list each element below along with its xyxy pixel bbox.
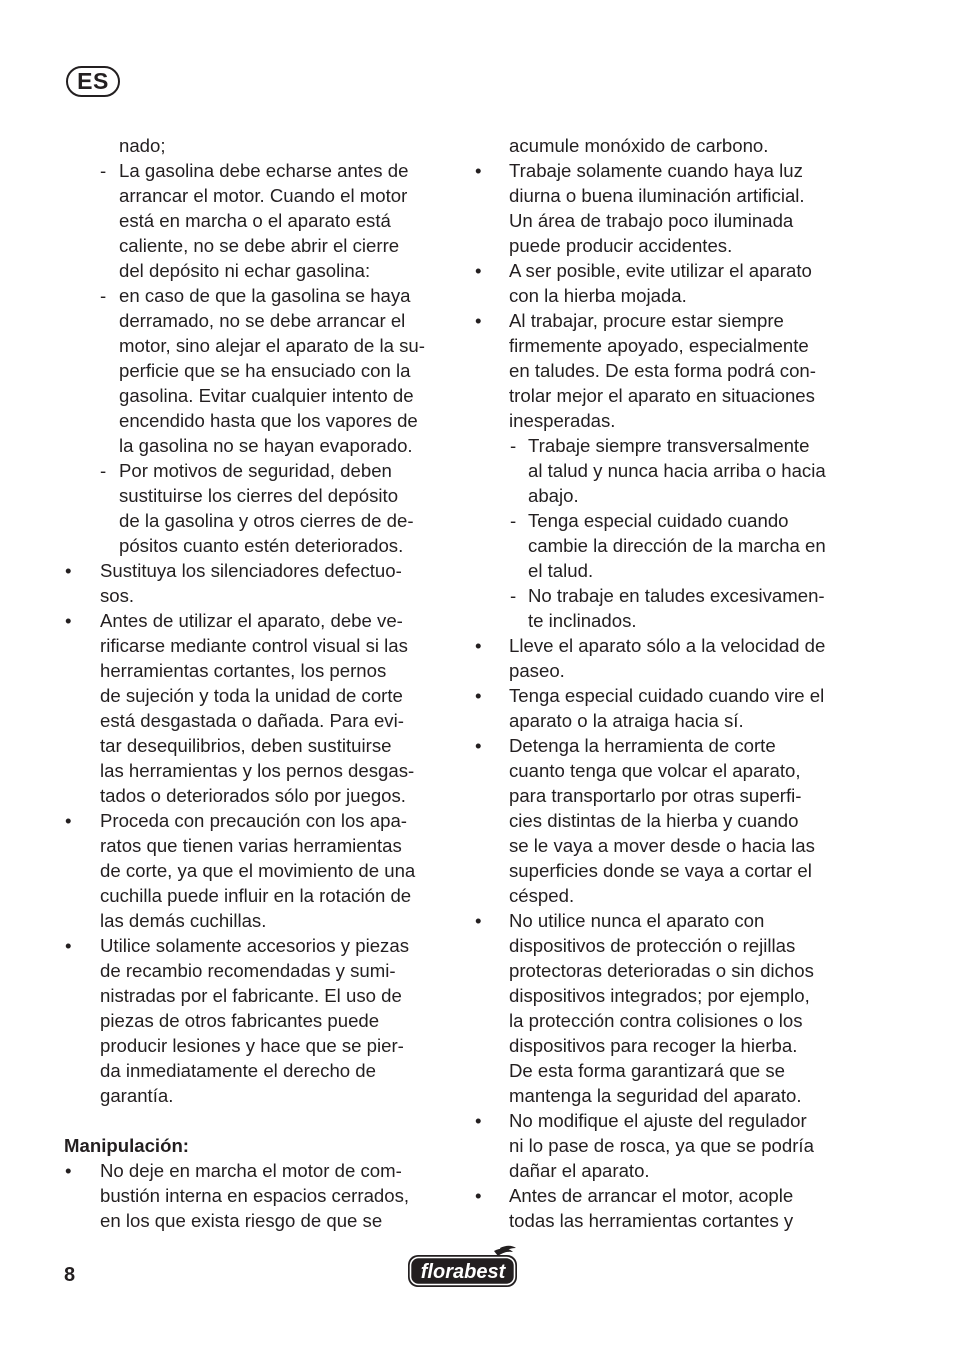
- line-text: bustión interna en espacios cerrados,: [100, 1185, 410, 1206]
- text-line: [473, 1108, 873, 1133]
- line-text: las herramientas y los pernos desgas-: [100, 760, 415, 781]
- line-text: No modifique el ajuste del regulador: [509, 1110, 807, 1131]
- line-text: Antes de utilizar el aparato, debe ve-: [100, 610, 403, 631]
- text-line: [64, 783, 454, 808]
- line-text: gasolina. Evitar cualquier intento de: [119, 385, 414, 406]
- line-text: Tenga especial cuidado cuando: [528, 510, 789, 531]
- text-line: [473, 358, 873, 383]
- line-text: tar desequilibrios, deben sustituirse: [100, 735, 392, 756]
- text-line: [64, 733, 454, 758]
- line-text: aparato o la atraiga hacia sí.: [509, 710, 744, 731]
- line-text: la gasolina no se hayan evaporado.: [119, 435, 413, 456]
- line-text: de recambio recomendadas y sumi-: [100, 960, 396, 981]
- text-line: [64, 758, 454, 783]
- line-text: todas las herramientas cortantes y: [509, 1210, 794, 1231]
- line-text: te inclinados.: [528, 610, 637, 631]
- dash-marker: -: [510, 435, 517, 456]
- text-line: [473, 308, 873, 333]
- line-text: La gasolina debe echarse antes de: [119, 160, 409, 181]
- line-text: De esta forma garantizará que se: [509, 1060, 785, 1081]
- text-line: [64, 1008, 454, 1033]
- text-line: [473, 658, 873, 683]
- line-text: dispositivos de protección o rejillas: [509, 935, 796, 956]
- text-line: [473, 233, 873, 258]
- text-line: [64, 283, 454, 308]
- line-text: paseo.: [509, 660, 565, 681]
- line-text: No deje en marcha el motor de com-: [100, 1160, 402, 1181]
- text-line: [64, 833, 454, 858]
- line-text: ratos que tienen varias herramientas: [100, 835, 402, 856]
- text-line: [473, 208, 873, 233]
- text-line: [64, 883, 454, 908]
- line-text: caliente, no se debe abrir el cierre: [119, 235, 400, 256]
- text-line: [473, 258, 873, 283]
- text-line: [64, 608, 454, 633]
- line-text: césped.: [509, 885, 575, 906]
- text-line: [473, 533, 873, 558]
- line-text: Utilice solamente accesorios y piezas: [100, 935, 409, 956]
- bullet-marker: •: [475, 910, 482, 931]
- line-text: en caso de que la gasolina se haya: [119, 285, 411, 306]
- text-line: [473, 333, 873, 358]
- text-line: [473, 1158, 873, 1183]
- line-text: A ser posible, evite utilizar el aparato: [509, 260, 812, 281]
- left-text-column: [64, 133, 454, 1233]
- text-line: [473, 858, 873, 883]
- text-line: [473, 733, 873, 758]
- text-line: [473, 608, 873, 633]
- text-line: [64, 1058, 454, 1083]
- text-line: [473, 458, 873, 483]
- line-text: rificarse mediante control visual si las: [100, 635, 408, 656]
- line-text: diurna o buena iluminación artificial.: [509, 185, 805, 206]
- line-text: puede producir accidentes.: [509, 235, 733, 256]
- text-line: [64, 658, 454, 683]
- text-line: [64, 533, 454, 558]
- line-text: Por motivos de seguridad, deben: [119, 460, 392, 481]
- dash-marker: -: [510, 510, 517, 531]
- text-line: [64, 858, 454, 883]
- line-text: dañar el aparato.: [509, 1160, 650, 1181]
- text-line: [473, 183, 873, 208]
- text-line: [64, 408, 454, 433]
- text-line: [473, 833, 873, 858]
- blank-line: [64, 1108, 454, 1133]
- dash-marker: -: [100, 160, 107, 181]
- text-line: [473, 1208, 873, 1233]
- line-text: se le vaya a mover desde o hacia las: [509, 835, 815, 856]
- text-line: [64, 683, 454, 708]
- text-line: [64, 908, 454, 933]
- text-line: [64, 208, 454, 233]
- line-text: motor, sino alejar el aparato de la su-: [119, 335, 425, 356]
- line-text: encendido hasta que los vapores de: [119, 410, 418, 431]
- line-text: Lleve el aparato sólo a la velocidad de: [509, 635, 826, 656]
- bullet-marker: •: [475, 310, 482, 331]
- line-text: dispositivos integrados; por ejemplo,: [509, 985, 810, 1006]
- line-text: Al trabajar, procure estar siempre: [509, 310, 784, 331]
- bullet-marker: •: [475, 1110, 482, 1131]
- line-text: protectoras deterioradas o sin dichos: [509, 960, 814, 981]
- line-text: en los que exista riesgo de que se: [100, 1210, 383, 1231]
- text-line: [473, 133, 873, 158]
- text-line: [64, 158, 454, 183]
- line-text: Proceda con precaución con los apa-: [100, 810, 407, 831]
- dash-marker: -: [100, 460, 107, 481]
- line-text: derramado, no se debe arrancar el: [119, 310, 406, 331]
- line-text: cies distintas de la hierba y cuando: [509, 810, 799, 831]
- bullet-marker: •: [65, 810, 72, 831]
- line-text: abajo.: [528, 485, 579, 506]
- line-text: cambie la dirección de la marcha en: [528, 535, 826, 556]
- text-line: [473, 1058, 873, 1083]
- text-line: [473, 808, 873, 833]
- text-line: [64, 1183, 454, 1208]
- text-line: [473, 1183, 873, 1208]
- text-line: [64, 308, 454, 333]
- text-line: [473, 983, 873, 1008]
- bullet-marker: •: [65, 610, 72, 631]
- bullet-marker: •: [475, 1185, 482, 1206]
- line-text: cuchilla puede influir en la rotación de: [100, 885, 412, 906]
- line-text: para transportarlo por otras superfi-: [509, 785, 802, 806]
- line-text: Tenga especial cuidado cuando vire el: [509, 685, 825, 706]
- bullet-marker: •: [475, 735, 482, 756]
- line-text: de corte, ya que el movimiento de una: [100, 860, 416, 881]
- line-text: trolar mejor el aparato en situaciones: [509, 385, 815, 406]
- text-line: [473, 1008, 873, 1033]
- line-text: Sustituya los silenciadores defectuo-: [100, 560, 402, 581]
- line-text: Trabaje siempre transversalmente: [528, 435, 810, 456]
- line-text: producir lesiones y hace que se pier-: [100, 1035, 404, 1056]
- text-line: [473, 908, 873, 933]
- line-text: está desgastada o dañada. Para evi-: [100, 710, 404, 731]
- text-line: [64, 258, 454, 283]
- line-text: perficie que se ha ensuciado con la: [119, 360, 411, 381]
- text-line: [473, 433, 873, 458]
- text-line: [64, 183, 454, 208]
- line-text: de sujeción y toda la unidad de corte: [100, 685, 403, 706]
- text-line: [473, 583, 873, 608]
- line-text: la protección contra colisiones o los: [509, 1010, 803, 1031]
- text-line: [473, 483, 873, 508]
- line-text: sustituirse los cierres del depósito: [119, 485, 399, 506]
- text-line: [64, 483, 454, 508]
- text-line: [473, 708, 873, 733]
- line-text: arrancar el motor. Cuando el motor: [119, 185, 408, 206]
- text-line: [473, 1033, 873, 1058]
- line-text: herramientas cortantes, los pernos: [100, 660, 387, 681]
- line-text: No trabaje en taludes excesivamen-: [528, 585, 825, 606]
- text-line: [64, 458, 454, 483]
- text-line: [64, 708, 454, 733]
- bullet-marker: •: [65, 560, 72, 581]
- dash-marker: -: [100, 285, 107, 306]
- text-line: [473, 633, 873, 658]
- text-line: [473, 408, 873, 433]
- line-text: Antes de arrancar el motor, acople: [509, 1185, 794, 1206]
- florabest-logo: [406, 1244, 520, 1290]
- text-line: [473, 933, 873, 958]
- text-line: [473, 158, 873, 183]
- text-line: [473, 1133, 873, 1158]
- bullet-marker: •: [475, 260, 482, 281]
- text-line: [64, 558, 454, 583]
- line-text: superficies donde se vaya a cortar el: [509, 860, 812, 881]
- line-text: en taludes. De esta forma podrá con-: [509, 360, 816, 381]
- line-text: dispositivos para recoger la hierba.: [509, 1035, 798, 1056]
- text-line: [64, 1083, 454, 1108]
- line-text: Trabaje solamente cuando haya luz: [509, 160, 803, 181]
- text-line: [64, 233, 454, 258]
- right-text-column: [473, 133, 873, 1233]
- text-line: [473, 558, 873, 583]
- line-text: el talud.: [528, 560, 594, 581]
- text-line: [64, 983, 454, 1008]
- text-line: [473, 958, 873, 983]
- bullet-marker: •: [475, 685, 482, 706]
- line-text: sos.: [100, 585, 135, 606]
- text-line: [64, 633, 454, 658]
- text-line: [64, 383, 454, 408]
- line-text: con la hierba mojada.: [509, 285, 687, 306]
- text-line: [473, 758, 873, 783]
- bullet-marker: •: [475, 160, 482, 181]
- text-line: [473, 883, 873, 908]
- language-badge: [66, 66, 120, 97]
- line-text: No utilice nunca el aparato con: [509, 910, 765, 931]
- line-text: las demás cuchillas.: [100, 910, 267, 931]
- line-text: Manipulación:: [64, 1135, 189, 1156]
- line-text: acumule monóxido de carbono.: [509, 135, 769, 156]
- line-text: del depósito ni echar gasolina:: [119, 260, 371, 281]
- text-line: [473, 683, 873, 708]
- line-text: ni lo pase de rosca, ya que se podría: [509, 1135, 814, 1156]
- line-text: al talud y nunca hacia arriba o hacia: [528, 460, 826, 481]
- section-heading: [64, 1133, 454, 1158]
- line-text: de la gasolina y otros cierres de de-: [119, 510, 414, 531]
- line-text: da inmediatamente el derecho de: [100, 1060, 376, 1081]
- bullet-marker: •: [475, 635, 482, 656]
- line-text: tados o deteriorados sólo por juegos.: [100, 785, 406, 806]
- text-line: [64, 958, 454, 983]
- text-line: [64, 1158, 454, 1183]
- text-line: [64, 433, 454, 458]
- line-text: Un área de trabajo poco iluminada: [509, 210, 794, 231]
- line-text: mantenga la seguridad del aparato.: [509, 1085, 802, 1106]
- line-text: cuanto tenga que volcar el aparato,: [509, 760, 801, 781]
- logo-text: florabest: [420, 1261, 506, 1283]
- line-text: inesperadas.: [509, 410, 616, 431]
- text-line: [64, 1208, 454, 1233]
- text-line: [473, 283, 873, 308]
- text-line: [64, 1033, 454, 1058]
- dash-marker: -: [510, 585, 517, 606]
- bullet-marker: •: [65, 1160, 72, 1181]
- line-text: piezas de otros fabricantes puede: [100, 1010, 380, 1031]
- text-line: [473, 508, 873, 533]
- text-line: [64, 933, 454, 958]
- bullet-marker: •: [65, 935, 72, 956]
- line-text: garantía.: [100, 1085, 174, 1106]
- text-line: [473, 383, 873, 408]
- line-text: pósitos cuanto estén deteriorados.: [119, 535, 404, 556]
- text-line: [64, 508, 454, 533]
- page-number: 8: [64, 1264, 76, 1286]
- text-line: [64, 133, 454, 158]
- text-line: [473, 783, 873, 808]
- line-text: nado;: [119, 135, 166, 156]
- line-text: nistradas por el fabricante. El uso de: [100, 985, 402, 1006]
- line-text: Detenga la herramienta de corte: [509, 735, 776, 756]
- line-text: está en marcha o el aparato está: [119, 210, 391, 231]
- text-line: [64, 333, 454, 358]
- line-text: firmemente apoyado, especialmente: [509, 335, 809, 356]
- text-line: [64, 358, 454, 383]
- language-code: ES: [77, 68, 109, 94]
- text-line: [64, 808, 454, 833]
- text-line: [473, 1083, 873, 1108]
- text-line: [64, 583, 454, 608]
